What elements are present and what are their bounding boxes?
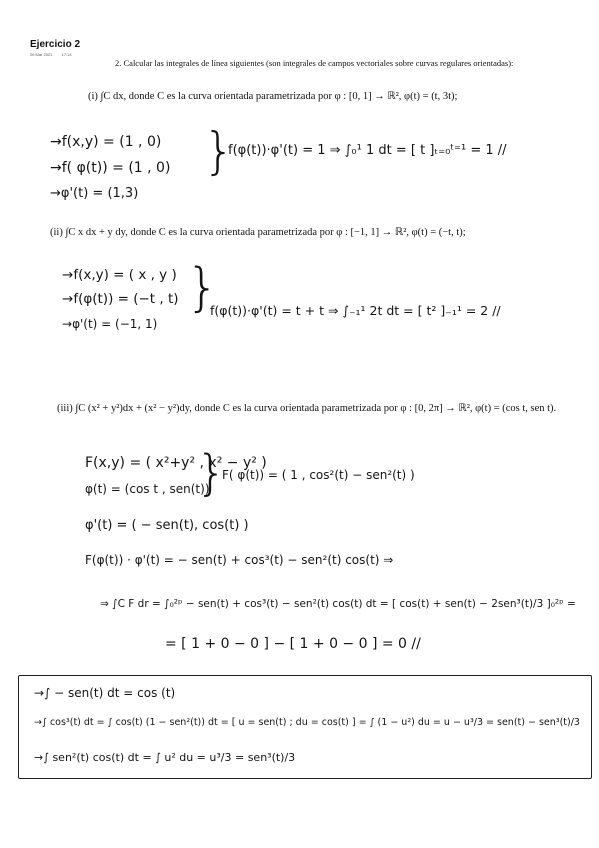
- problem-1-line-1: → f(x,y) = (1 , 0): [50, 134, 161, 150]
- problem-1-line-3: → φ'(t) = (1,3): [50, 186, 138, 201]
- problem-2-result: f(φ(t))·φ'(t) = t + t ⇒ ∫₋₁¹ 2t dt = [ t² ]₋₁¹ = 2 //: [210, 303, 501, 318]
- problem-3-integral: ⇒ ∫C F dr = ∫₀²ᵖ − sen(t) + cos³(t) − sen²(t) cos(t) dt = [ cos(t) + sen(t) − 2sen³(t)/3 ]₀²ᵖ =: [100, 598, 576, 610]
- brace-3: }: [196, 445, 227, 501]
- problem-3-final: = [ 1 + 0 − 0 ] − [ 1 + 0 − 0 ] = 0 //: [165, 636, 421, 652]
- page-time: 17:14: [61, 52, 72, 57]
- aside-line-1: → ∫ − sen(t) dt = cos (t): [34, 686, 175, 700]
- problem-3-composed-field: F( φ(t)) = ( 1 , cos²(t) − sen²(t) ): [222, 468, 415, 482]
- problem-3-dot-product: F(φ(t)) · φ'(t) = − sen(t) + cos³(t) − sen²(t) cos(t) ⇒: [85, 553, 394, 567]
- problem-2-line-1: → f(x,y) = ( x , y ): [62, 267, 177, 283]
- problem-3-field: F(x,y) = ( x²+y² , x² − y² ): [85, 455, 267, 471]
- problem-3-derivative: φ'(t) = ( − sen(t), cos(t) ): [85, 518, 249, 533]
- problem-1-line-2: → f( φ(t)) = (1 , 0): [50, 160, 170, 176]
- page-timestamp: [30, 52, 80, 57]
- problem-3-param: φ(t) = (cos t , sen(t)): [85, 482, 210, 496]
- problem-1-statement: (i) ∫C dx, donde C es la curva orientada parametrizada por φ : [0, 1] → ℝ², φ(t) = (t, 3t);: [88, 91, 458, 102]
- problem-2-line-2: → f(φ(t)) = (−t , t): [62, 291, 179, 307]
- page-date: 26 Mar 2021: [30, 52, 53, 57]
- brace-2: }: [186, 258, 220, 318]
- brace-1: }: [203, 122, 235, 180]
- aside-line-3: → ∫ sen²(t) cos(t) dt = ∫ u² du = u³/3 = sen³(t)/3: [34, 751, 295, 764]
- aside-line-2: → ∫ cos³(t) dt = ∫ cos(t) (1 − sen²(t)) dt = [ u = sen(t) ; du = cos(t) ] = ∫ (1 − u²) du = u − u³/3 = sen(t) − sen³(t)/3: [34, 717, 580, 728]
- problem-2-statement: (ii) ∫C x dx + y dy, donde C es la curva orientada parametrizada por φ : [−1, 1] → ℝ², φ(t) = (−t, t);: [50, 227, 466, 238]
- problem-2-line-3: → φ'(t) = (−1, 1): [62, 317, 157, 331]
- exercise-intro: 2. Calcular las integrales de línea siguientes (son integrales de campos vectoriales sobre curvas regulares orientadas):: [115, 58, 514, 68]
- problem-3-statement: (iii) ∫C (x² + y²)dx + (x² − y²)dy, donde C es la curva orientada parametrizada por φ : [0, 2π] → ℝ², φ(t) = (cos t, sen t).: [57, 403, 557, 414]
- page-title: Ejercicio 2: [30, 39, 81, 50]
- problem-1-result: f(φ(t))·φ'(t) = 1 ⇒ ∫₀¹ 1 dt = [ t ]ₜ₌₀ᵗ⁼¹ = 1 //: [228, 143, 507, 158]
